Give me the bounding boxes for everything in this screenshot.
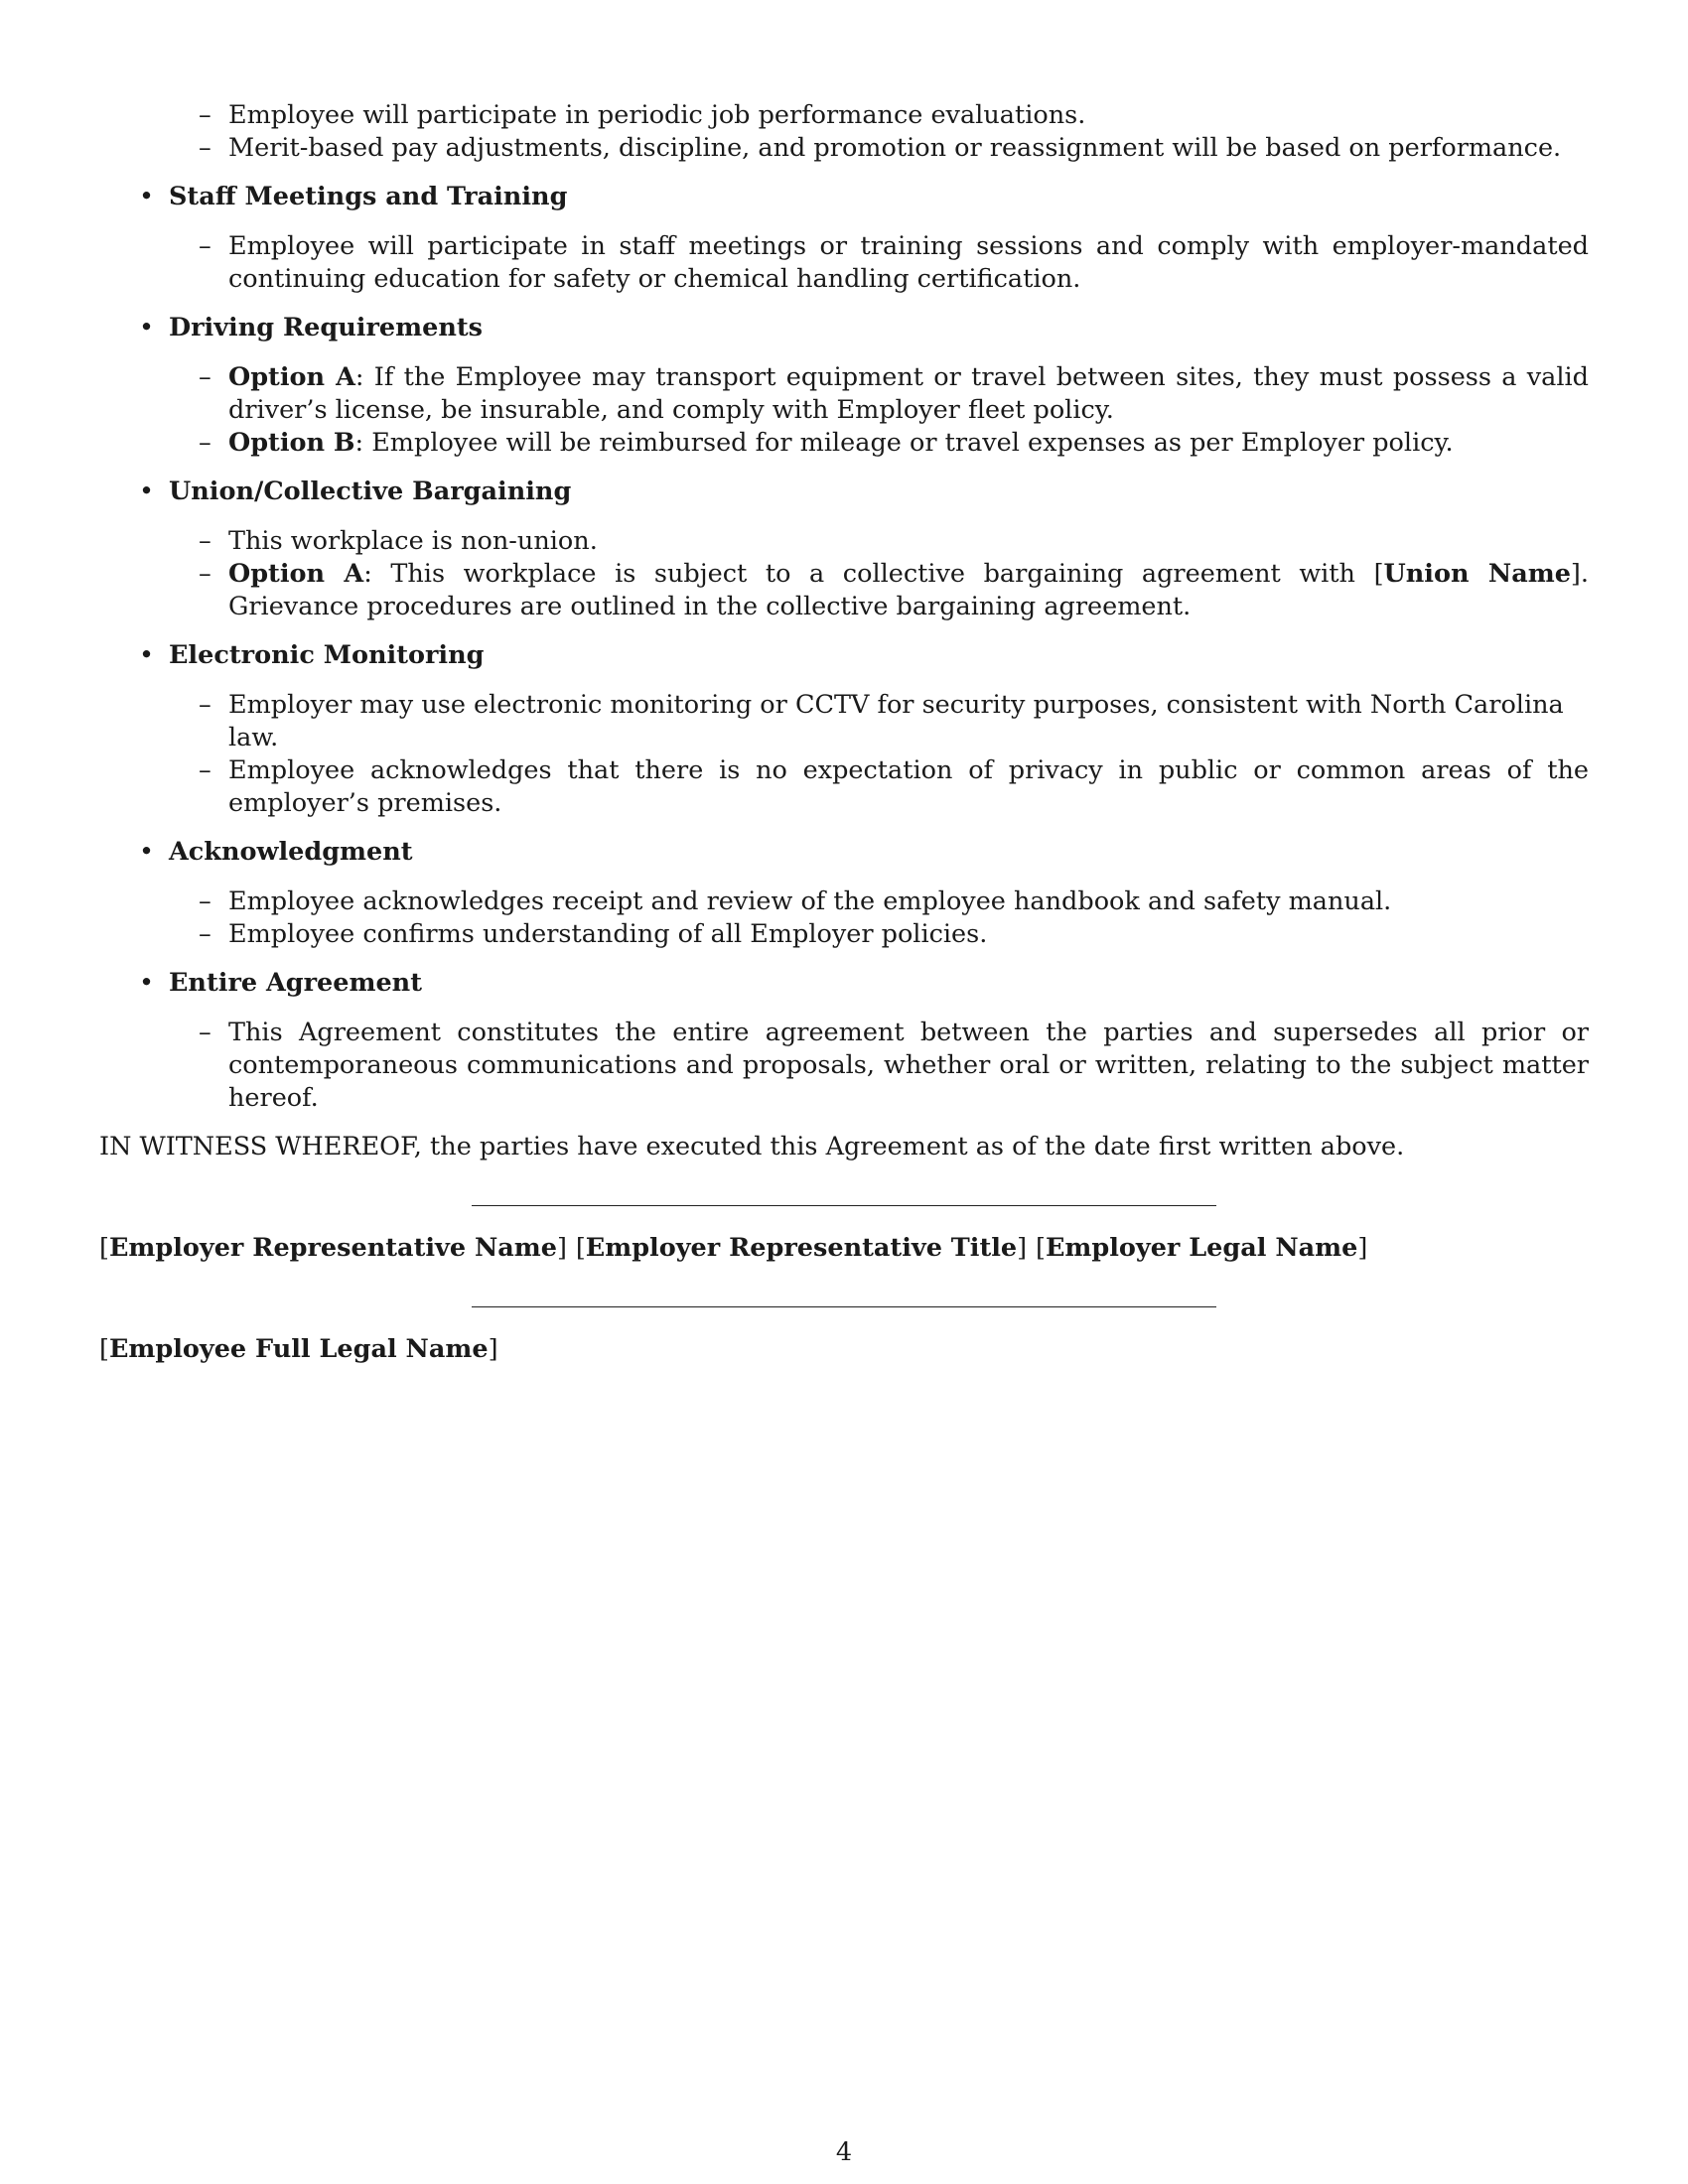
bullet-marker: • <box>139 313 155 342</box>
list-item <box>99 99 1589 132</box>
bracket: ] <box>488 1334 498 1364</box>
dash-marker: – <box>199 690 211 720</box>
list-item <box>99 754 1589 820</box>
list-item <box>99 361 1589 427</box>
dash-marker: – <box>199 887 211 916</box>
list-item-text: Employee acknowledges that there is no expectation of privacy in public or common areas of the employer’s premises. <box>228 755 1589 818</box>
section-list <box>99 1017 1589 1115</box>
dash-marker: – <box>199 1018 211 1047</box>
section-union <box>99 476 1589 623</box>
section-heading-text: Driving Requirements <box>169 313 483 342</box>
bracket: [ <box>99 1233 109 1263</box>
page-number: 4 <box>835 2137 853 2167</box>
list-item-text: Employee will participate in staff meetings or training sessions and comply with employer-mandated continuing education for safety or chemical handling certification. <box>228 231 1589 294</box>
employer-signature-block <box>99 1232 1589 1265</box>
bracket: ] <box>1017 1233 1028 1263</box>
employee-signature-line <box>472 1306 1216 1307</box>
section-heading <box>99 476 1589 508</box>
section-driving-requirements <box>99 312 1589 460</box>
list-item-text: This workplace is non-union. <box>228 526 598 556</box>
dash-marker: – <box>199 919 211 949</box>
section-staff-meetings <box>99 181 1589 296</box>
option-label: Option B <box>228 428 355 458</box>
performance-list <box>99 99 1589 165</box>
list-item-text: Employee acknowledges receipt and review of the employee handbook and safety manual. <box>228 887 1392 916</box>
list-item-text: Employee will participate in periodic job performance evaluations. <box>228 100 1086 130</box>
bullet-marker: • <box>139 477 155 506</box>
witness-statement: IN WITNESS WHEREOF, the parties have executed this Agreement as of the date first written above. <box>99 1132 1405 1161</box>
dash-marker: – <box>199 559 211 589</box>
list-item-text: Employee confirms understanding of all Employer policies. <box>228 919 988 949</box>
dash-marker: – <box>199 526 211 556</box>
section-heading <box>99 836 1589 869</box>
section-electronic-monitoring <box>99 639 1589 820</box>
section-heading-text: Acknowledgment <box>169 837 413 867</box>
section-heading-text: Electronic Monitoring <box>169 640 485 670</box>
bullet-marker: • <box>139 968 155 998</box>
list-item-text: ]. Grievance procedures are outlined in the collective bargaining agreement. <box>228 559 1589 621</box>
employee-full-name: Employee Full Legal Name <box>108 1334 489 1364</box>
list-item <box>99 558 1589 623</box>
bracket: [ <box>99 1334 109 1364</box>
employer-signature-line <box>472 1205 1216 1206</box>
section-heading <box>99 967 1589 1000</box>
section-list <box>99 525 1589 623</box>
document-page <box>99 99 1589 1366</box>
section-list <box>99 689 1589 820</box>
section-list <box>99 886 1589 951</box>
dash-marker: – <box>199 755 211 785</box>
list-item-text: : This workplace is subject to a collective bargaining agreement with [ <box>363 559 1384 589</box>
section-heading-text: Union/Collective Bargaining <box>169 477 572 506</box>
list-item <box>99 689 1589 754</box>
dash-marker: – <box>199 231 211 261</box>
list-item <box>99 1017 1589 1115</box>
employer-rep-title: Employer Representative Title <box>585 1233 1018 1263</box>
list-item-text: : Employee will be reimbursed for mileage or travel expenses as per Employer policy. <box>354 428 1454 458</box>
list-item <box>99 525 1589 558</box>
dash-marker: – <box>199 362 211 392</box>
list-item-text: : If the Employee may transport equipment or travel between sites, they must possess a valid driver’s license, be insurable, and comply with Employer fleet policy. <box>228 362 1589 425</box>
option-label: Option A <box>228 559 364 589</box>
list-item <box>99 230 1589 296</box>
section-list <box>99 361 1589 460</box>
option-label: Option A <box>228 362 355 392</box>
section-list <box>99 230 1589 296</box>
dash-marker: – <box>199 428 211 458</box>
employer-legal-name: Employer Legal Name <box>1045 1233 1358 1263</box>
employer-rep-name: Employer Representative Name <box>108 1233 557 1263</box>
list-item-text: Employer may use electronic monitoring or CCTV for security purposes, consistent with North Carolina law. <box>228 690 1564 752</box>
bullet-marker: • <box>139 837 155 867</box>
list-item <box>99 427 1589 460</box>
union-name-placeholder: Union Name <box>1383 559 1571 589</box>
section-heading-text: Staff Meetings and Training <box>169 182 568 211</box>
list-item <box>99 918 1589 951</box>
list-item-text: Merit-based pay adjustments, discipline, and promotion or reassignment will be based on performance. <box>228 133 1562 163</box>
bullet-marker: • <box>139 640 155 670</box>
section-entire-agreement <box>99 967 1589 1115</box>
bracket: ] <box>1357 1233 1368 1263</box>
section-heading <box>99 312 1589 344</box>
list-item <box>99 886 1589 918</box>
section-heading <box>99 639 1589 672</box>
dash-marker: – <box>199 133 211 163</box>
section-heading <box>99 181 1589 213</box>
section-acknowledgment <box>99 836 1589 951</box>
list-item-text: This Agreement constitutes the entire agreement between the parties and supersedes all prior or contemporaneous communications and proposals, whether oral or written, relating to the subject matter hereof. <box>228 1018 1589 1113</box>
bullet-marker: • <box>139 182 155 211</box>
employee-signature-block <box>99 1333 1589 1366</box>
dash-marker: – <box>199 100 211 130</box>
bracket: [ <box>575 1233 586 1263</box>
bracket: [ <box>1036 1233 1046 1263</box>
bracket: ] <box>557 1233 567 1263</box>
section-heading-text: Entire Agreement <box>169 968 422 998</box>
list-item <box>99 132 1589 165</box>
